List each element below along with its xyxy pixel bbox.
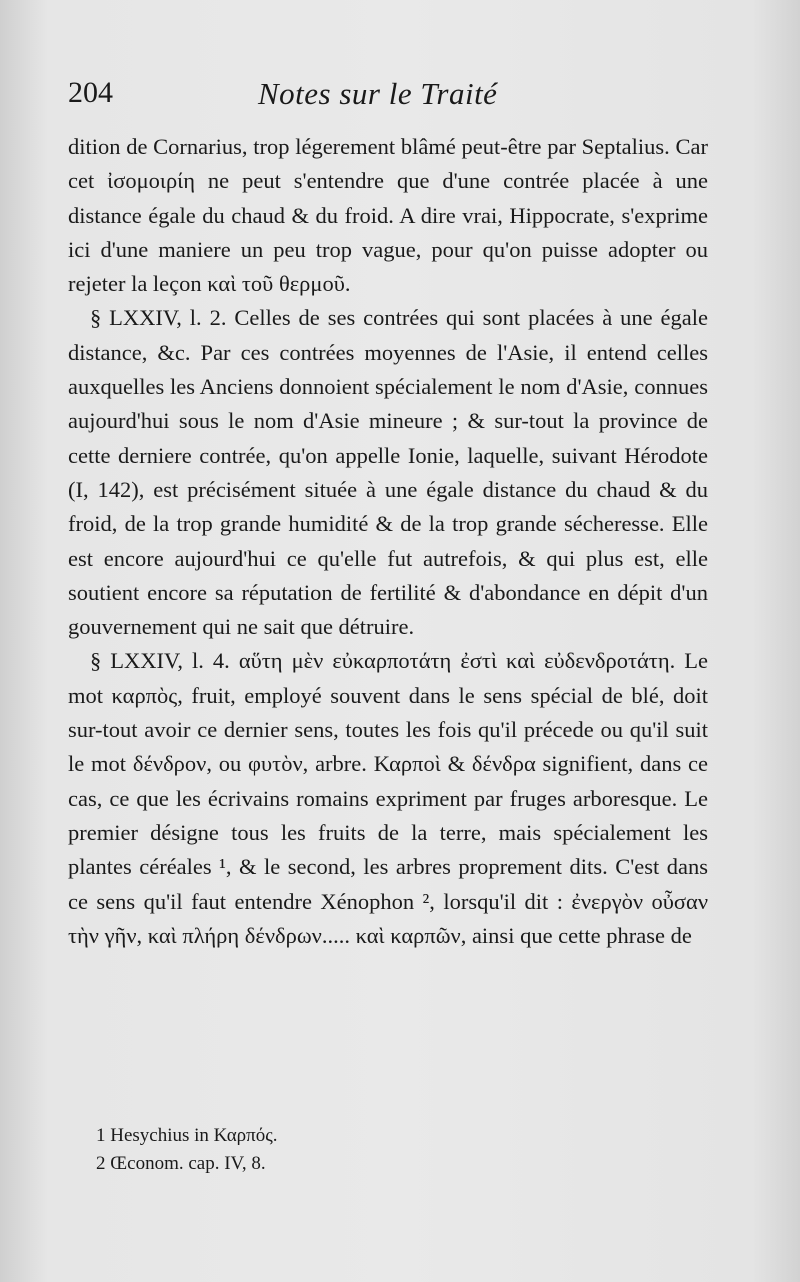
- page-header: [68, 76, 728, 120]
- paragraph-lxxiv-line-4: § LXXIV, l. 4. αὕτη μὲν εὐκαρποτάτη ἐστὶ καὶ εὐδενδροτάτη. Le mot καρπὸς, fruit, employé souvent dans le sens spécial de blé, doit sur-tout avoir ce dernier sens, toutes les fois qu'il précede ou qu'il suit le mot δένδρον, ou φυτὸν, arbre. Καρποὶ & δένδρα signifient, dans ce cas, ce que les écrivains romains expriment par fruges arboresque. Le premier désigne tous les fruits de la terre, mais spécialement les plantes céréales ¹, & le second, les arbres proprement dits. C'est dans ce sens qu'il faut entendre Xénophon ², lorsqu'il dit : ἐνεργὸν οὖσαν τὴν γῆν, καὶ πλήρη δένδρων..... καὶ καρπῶν, ainsi que cette phrase de: [68, 648, 708, 948]
- page-number: 204: [68, 76, 113, 109]
- body-text: [68, 130, 708, 953]
- footnotes: [96, 1122, 696, 1178]
- running-title: Notes sur le Traité: [258, 76, 498, 111]
- paragraph-continuation: dition de Cornarius, trop légerement blâmé peut-être par Septalius. Car cet ἰσομοιρίη ne peut s'entendre que d'une contrée placée à une distance égale du chaud & du froid. A dire vrai, Hippocrate, s'exprime ici d'une maniere un peu trop vague, pour qu'on puisse adopter ou rejeter la leçon καὶ τοῦ θερμοῦ.: [68, 134, 708, 297]
- footnote-1: 1 Hesychius in Καρπός.: [96, 1125, 278, 1146]
- footnote-2: 2 Œconom. cap. IV, 8.: [96, 1153, 266, 1174]
- paragraph-lxxiv-line-2: § LXXIV, l. 2. Celles de ses contrées qui sont placées à une égale distance, &c. Par ces contrées moyennes de l'Asie, il entend celles auxquelles les Anciens donnoient spécialement le nom d'Asie, connues aujourd'hui sous le nom d'Asie mineure ; & sur-tout la province de cette derniere contrée, qu'on appelle Ionie, laquelle, suivant Hérodote (I, 142), est précisément située à une égale distance du chaud & du froid, de la trop grande humidité & de la trop grande sécheresse. Elle est encore aujourd'hui ce qu'elle fut autrefois, & qui plus est, elle soutient encore sa réputation de fertilité & d'abondance en dépit d'un gouvernement qui ne sait que détruire.: [68, 305, 708, 640]
